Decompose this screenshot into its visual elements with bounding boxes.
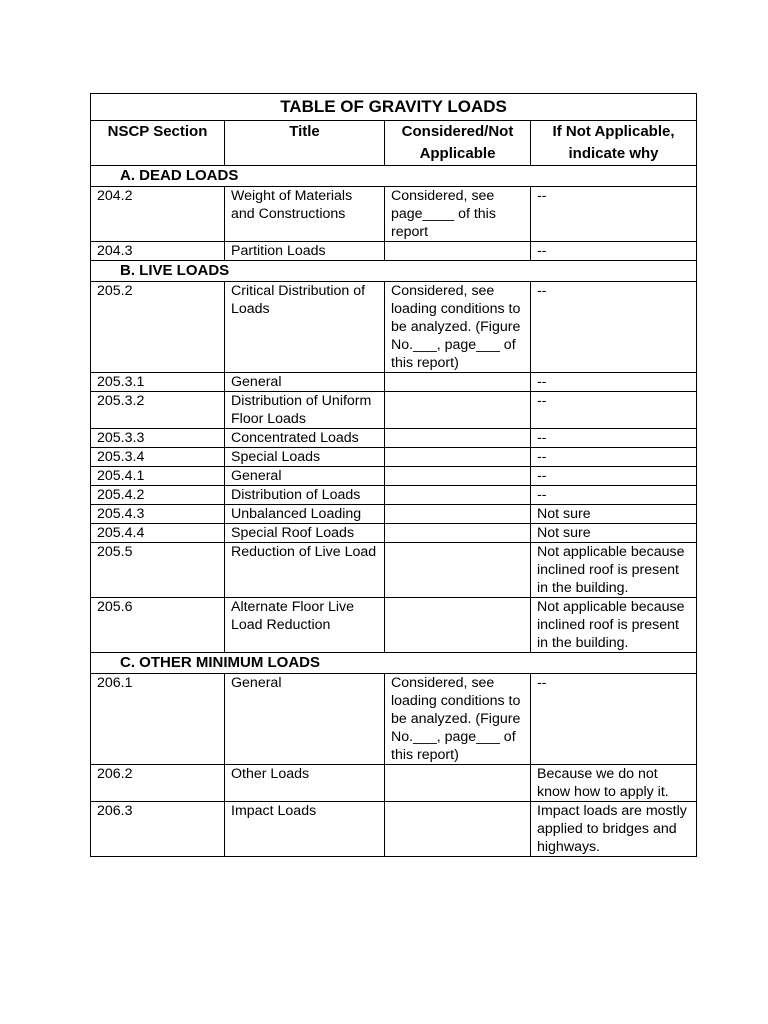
header-considered: Considered/Not Applicable — [385, 121, 531, 166]
table-body — [91, 166, 697, 857]
cell-considered: Considered, see loading conditions to be analyzed. (Figure No.___, page___ of this report) — [385, 674, 531, 765]
cell-reason: -- — [531, 467, 697, 486]
cell-title: Distribution of Uniform Floor Loads — [225, 392, 385, 429]
header-nscp-section: NSCP Section — [91, 121, 225, 166]
cell-title: Special Roof Loads — [225, 524, 385, 543]
cell-title: General — [225, 373, 385, 392]
table-row — [91, 674, 697, 765]
cell-reason: -- — [531, 674, 697, 765]
table-row — [91, 392, 697, 429]
cell-considered — [385, 373, 531, 392]
cell-considered — [385, 524, 531, 543]
section-heading: C. OTHER MINIMUM LOADS — [91, 653, 697, 674]
cell-reason: Impact loads are mostly applied to bridges and highways. — [531, 802, 697, 857]
cell-considered — [385, 486, 531, 505]
cell-title: Partition Loads — [225, 242, 385, 261]
cell-nscp-section: 204.2 — [91, 187, 225, 242]
cell-considered — [385, 429, 531, 448]
cell-reason: -- — [531, 282, 697, 373]
section-heading: B. LIVE LOADS — [91, 261, 697, 282]
cell-nscp-section: 206.2 — [91, 765, 225, 802]
cell-nscp-section: 205.4.2 — [91, 486, 225, 505]
cell-considered: Considered, see page____ of this report — [385, 187, 531, 242]
table-header-row — [91, 121, 697, 166]
cell-title: Weight of Materials and Constructions — [225, 187, 385, 242]
table-row — [91, 242, 697, 261]
table-row — [91, 765, 697, 802]
cell-considered: Considered, see loading conditions to be analyzed. (Figure No.___, page___ of this report) — [385, 282, 531, 373]
cell-title: Distribution of Loads — [225, 486, 385, 505]
cell-considered — [385, 392, 531, 429]
cell-considered — [385, 598, 531, 653]
table-row — [91, 505, 697, 524]
table-row — [91, 448, 697, 467]
cell-title: Reduction of Live Load — [225, 543, 385, 598]
table-row — [91, 187, 697, 242]
cell-nscp-section: 205.3.4 — [91, 448, 225, 467]
cell-considered — [385, 765, 531, 802]
header-reason: If Not Applicable, indicate why — [531, 121, 697, 166]
cell-reason: Not sure — [531, 524, 697, 543]
table-row — [91, 543, 697, 598]
section-heading: A. DEAD LOADS — [91, 166, 697, 187]
cell-reason: -- — [531, 187, 697, 242]
table-row — [91, 486, 697, 505]
cell-nscp-section: 205.6 — [91, 598, 225, 653]
cell-nscp-section: 205.3.1 — [91, 373, 225, 392]
section-heading-row — [91, 261, 697, 282]
cell-nscp-section: 205.4.4 — [91, 524, 225, 543]
cell-considered — [385, 242, 531, 261]
cell-considered — [385, 448, 531, 467]
cell-title: Alternate Floor Live Load Reduction — [225, 598, 385, 653]
cell-nscp-section: 205.2 — [91, 282, 225, 373]
table-row — [91, 467, 697, 486]
header-title: Title — [225, 121, 385, 166]
cell-reason: Not applicable because inclined roof is present in the building. — [531, 543, 697, 598]
table-title: TABLE OF GRAVITY LOADS — [91, 94, 697, 121]
cell-reason: Not applicable because inclined roof is present in the building. — [531, 598, 697, 653]
gravity-loads-table — [90, 93, 697, 857]
cell-reason: -- — [531, 242, 697, 261]
cell-title: Critical Distribution of Loads — [225, 282, 385, 373]
cell-title: Other Loads — [225, 765, 385, 802]
cell-considered — [385, 543, 531, 598]
cell-nscp-section: 204.3 — [91, 242, 225, 261]
cell-title: Concentrated Loads — [225, 429, 385, 448]
cell-title: General — [225, 674, 385, 765]
cell-reason: Because we do not know how to apply it. — [531, 765, 697, 802]
cell-reason: -- — [531, 486, 697, 505]
cell-nscp-section: 206.1 — [91, 674, 225, 765]
cell-nscp-section: 205.4.3 — [91, 505, 225, 524]
cell-considered — [385, 802, 531, 857]
cell-nscp-section: 205.5 — [91, 543, 225, 598]
cell-title: Impact Loads — [225, 802, 385, 857]
section-heading-row — [91, 166, 697, 187]
table-row — [91, 802, 697, 857]
table-row — [91, 429, 697, 448]
cell-reason: -- — [531, 373, 697, 392]
cell-title: Special Loads — [225, 448, 385, 467]
cell-considered — [385, 467, 531, 486]
cell-title: General — [225, 467, 385, 486]
cell-considered — [385, 505, 531, 524]
table-title-row — [91, 94, 697, 121]
cell-nscp-section: 205.3.2 — [91, 392, 225, 429]
table-row — [91, 524, 697, 543]
table-row — [91, 282, 697, 373]
table-row — [91, 373, 697, 392]
cell-reason: -- — [531, 392, 697, 429]
cell-reason: -- — [531, 448, 697, 467]
cell-reason: -- — [531, 429, 697, 448]
cell-nscp-section: 206.3 — [91, 802, 225, 857]
cell-nscp-section: 205.3.3 — [91, 429, 225, 448]
cell-nscp-section: 205.4.1 — [91, 467, 225, 486]
cell-reason: Not sure — [531, 505, 697, 524]
table-row — [91, 598, 697, 653]
cell-title: Unbalanced Loading — [225, 505, 385, 524]
section-heading-row — [91, 653, 697, 674]
